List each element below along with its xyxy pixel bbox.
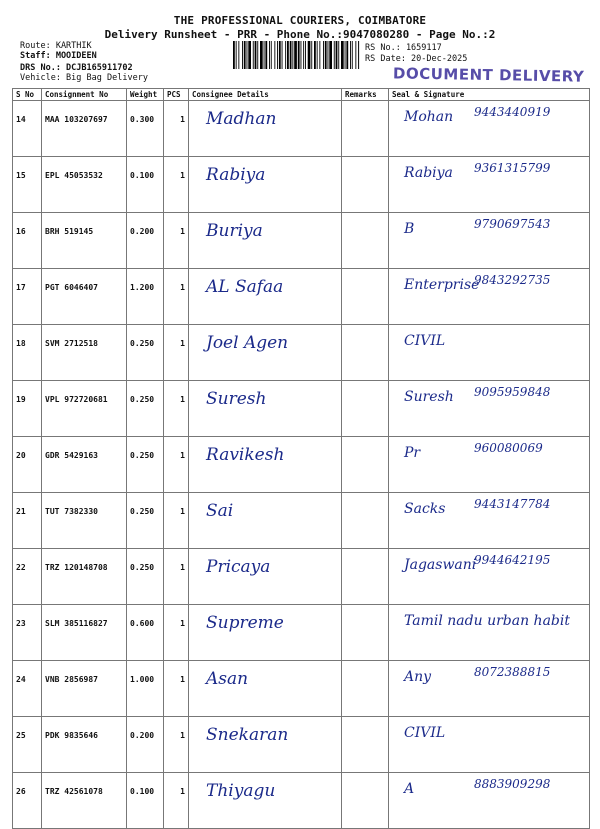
consignee-cell: [189, 213, 342, 269]
serial-number: 22: [13, 549, 42, 605]
serial-number: 23: [13, 605, 42, 661]
table-row: [13, 717, 590, 773]
signature-handwriting: Rabiya: [404, 165, 586, 181]
runsheet-subtitle: Delivery Runsheet - PRR - Phone No.:9047080280 - Page No.:2: [0, 28, 600, 41]
serial-number: 15: [13, 157, 42, 213]
serial-number: 19: [13, 381, 42, 437]
consignee-handwriting: Pricaya: [206, 557, 338, 577]
consignee-cell: [189, 269, 342, 325]
table-body: [13, 101, 590, 829]
consignment-number: SLM 385116827: [42, 605, 127, 661]
consignment-number: PGT 6046407: [42, 269, 127, 325]
consignee-handwriting: Ravikesh: [206, 445, 338, 465]
consignee-handwriting: Thiyagu: [206, 781, 338, 801]
remarks-cell: [342, 213, 389, 269]
pcs-value: 1: [164, 717, 189, 773]
signature-cell: [389, 493, 590, 549]
signature-handwriting: A: [404, 781, 586, 797]
serial-number: 17: [13, 269, 42, 325]
remarks-cell: [342, 325, 389, 381]
consignee-cell: [189, 493, 342, 549]
consignee-cell: [189, 101, 342, 157]
consignee-handwriting: Sai: [206, 501, 338, 521]
signature-phone: 9443147784: [474, 497, 550, 511]
table-row: [13, 101, 590, 157]
table-row: [13, 605, 590, 661]
remarks-cell: [342, 101, 389, 157]
consignment-number: PDK 9835646: [42, 717, 127, 773]
weight-value: 0.250: [127, 493, 164, 549]
remarks-cell: [342, 493, 389, 549]
pcs-value: 1: [164, 381, 189, 437]
pcs-value: 1: [164, 325, 189, 381]
rs-date: RS Date: 20-Dec-2025: [365, 54, 467, 64]
serial-number: 14: [13, 101, 42, 157]
remarks-cell: [342, 661, 389, 717]
weight-value: 0.600: [127, 605, 164, 661]
consignee-handwriting: Joel Agen: [206, 333, 338, 353]
pcs-value: 1: [164, 101, 189, 157]
table-row: [13, 437, 590, 493]
table-row: [13, 157, 590, 213]
drs-number: DRS No.: DCJB165911702: [20, 64, 133, 73]
table-row: [13, 269, 590, 325]
weight-value: 0.300: [127, 101, 164, 157]
signature-phone: 9944642195: [474, 553, 550, 567]
signature-cell: [389, 101, 590, 157]
weight-value: 0.250: [127, 325, 164, 381]
table-row: [13, 549, 590, 605]
weight-value: 0.100: [127, 157, 164, 213]
route-label: Route: KARTHIK: [20, 42, 92, 51]
table-row: [13, 213, 590, 269]
consignment-number: SVM 2712518: [42, 325, 127, 381]
consignee-cell: [189, 773, 342, 829]
table-row: [13, 493, 590, 549]
col-remarks: Remarks: [342, 89, 389, 101]
signature-handwriting: CIVIL: [404, 333, 586, 349]
consignment-number: MAA 103207697: [42, 101, 127, 157]
consignment-number: BRH 519145: [42, 213, 127, 269]
consignment-number: EPL 45053532: [42, 157, 127, 213]
signature-phone: 8883909298: [474, 777, 550, 791]
signature-handwriting: Any: [404, 669, 586, 685]
serial-number: 20: [13, 437, 42, 493]
table-row: [13, 661, 590, 717]
rs-number: RS No.: 1659117: [365, 43, 442, 53]
consignee-handwriting: Supreme: [206, 613, 338, 633]
remarks-cell: [342, 717, 389, 773]
signature-phone: 9843292735: [474, 273, 550, 287]
signature-handwriting: Jagaswani: [404, 557, 586, 573]
consignee-handwriting: Buriya: [206, 221, 338, 241]
col-consignment: Consignment No: [42, 89, 127, 101]
serial-number: 21: [13, 493, 42, 549]
consignee-handwriting: Rabiya: [206, 165, 338, 185]
consignee-cell: [189, 605, 342, 661]
col-sno: S No: [13, 89, 42, 101]
consignee-cell: [189, 437, 342, 493]
signature-handwriting: Mohan: [404, 109, 586, 125]
remarks-cell: [342, 605, 389, 661]
pcs-value: 1: [164, 157, 189, 213]
consignment-number: TRZ 42561078: [42, 773, 127, 829]
vehicle-label: Vehicle: Big Bag Delivery: [20, 74, 148, 83]
consignment-number: TUT 7382330: [42, 493, 127, 549]
barcode-image: [233, 41, 360, 69]
weight-value: 1.000: [127, 661, 164, 717]
consignee-cell: [189, 157, 342, 213]
consignee-handwriting: AL Safaa: [206, 277, 338, 297]
serial-number: 24: [13, 661, 42, 717]
remarks-cell: [342, 549, 389, 605]
pcs-value: 1: [164, 213, 189, 269]
signature-cell: [389, 437, 590, 493]
consignee-handwriting: Madhan: [206, 109, 338, 129]
pcs-value: 1: [164, 773, 189, 829]
signature-cell: [389, 213, 590, 269]
signature-handwriting: CIVIL: [404, 725, 586, 741]
signature-cell: [389, 773, 590, 829]
signature-cell: [389, 325, 590, 381]
signature-cell: [389, 717, 590, 773]
weight-value: 0.200: [127, 213, 164, 269]
pcs-value: 1: [164, 549, 189, 605]
weight-value: 0.250: [127, 549, 164, 605]
signature-handwriting: Sacks: [404, 501, 586, 517]
company-title: THE PROFESSIONAL COURIERS, COIMBATORE: [0, 14, 600, 27]
signature-phone: 9790697543: [474, 217, 550, 231]
serial-number: 16: [13, 213, 42, 269]
consignee-cell: [189, 661, 342, 717]
signature-phone: 8072388815: [474, 665, 550, 679]
remarks-cell: [342, 381, 389, 437]
serial-number: 26: [13, 773, 42, 829]
signature-cell: [389, 549, 590, 605]
weight-value: 0.100: [127, 773, 164, 829]
signature-cell: [389, 381, 590, 437]
signature-handwriting: Pr: [404, 445, 586, 461]
consignee-cell: [189, 325, 342, 381]
runsheet-table: [12, 88, 590, 829]
signature-handwriting: B: [404, 221, 586, 237]
table-row: [13, 381, 590, 437]
consignee-handwriting: Asan: [206, 669, 338, 689]
consignee-handwriting: Snekaran: [206, 725, 338, 745]
serial-number: 25: [13, 717, 42, 773]
consignment-number: VNB 2856987: [42, 661, 127, 717]
remarks-cell: [342, 157, 389, 213]
pcs-value: 1: [164, 661, 189, 717]
consignee-cell: [189, 381, 342, 437]
table-header-row: [13, 89, 590, 101]
pcs-value: 1: [164, 493, 189, 549]
signature-cell: [389, 157, 590, 213]
col-seal: Seal & Signature: [389, 89, 590, 101]
pcs-value: 1: [164, 605, 189, 661]
consignment-number: GDR 5429163: [42, 437, 127, 493]
table-row: [13, 773, 590, 829]
signature-cell: [389, 661, 590, 717]
pcs-value: 1: [164, 437, 189, 493]
weight-value: 0.250: [127, 381, 164, 437]
signature-handwriting: Suresh: [404, 389, 586, 405]
consignee-cell: [189, 717, 342, 773]
signature-cell: [389, 605, 590, 661]
weight-value: 1.200: [127, 269, 164, 325]
remarks-cell: [342, 773, 389, 829]
weight-value: 0.200: [127, 717, 164, 773]
consignee-cell: [189, 549, 342, 605]
signature-cell: [389, 269, 590, 325]
remarks-cell: [342, 437, 389, 493]
consignment-number: TRZ 120148708: [42, 549, 127, 605]
col-consignee: Consignee Details: [189, 89, 342, 101]
serial-number: 18: [13, 325, 42, 381]
signature-phone: 9443440919: [474, 105, 550, 119]
weight-value: 0.250: [127, 437, 164, 493]
table-row: [13, 325, 590, 381]
col-pcs: PCS: [164, 89, 189, 101]
remarks-cell: [342, 269, 389, 325]
col-weight: Weight: [127, 89, 164, 101]
signature-handwriting: Tamil nadu urban habit: [404, 613, 586, 629]
document-delivery-stamp: DOCUMENT DELIVERY: [393, 64, 585, 85]
signature-phone: 9095959848: [474, 385, 550, 399]
signature-phone: 960080069: [474, 441, 543, 455]
consignment-number: VPL 972720681: [42, 381, 127, 437]
staff-label: Staff: MOOIDEEN: [20, 52, 97, 61]
consignee-handwriting: Suresh: [206, 389, 338, 409]
signature-handwriting: Enterprise: [404, 277, 586, 293]
pcs-value: 1: [164, 269, 189, 325]
signature-phone: 9361315799: [474, 161, 550, 175]
